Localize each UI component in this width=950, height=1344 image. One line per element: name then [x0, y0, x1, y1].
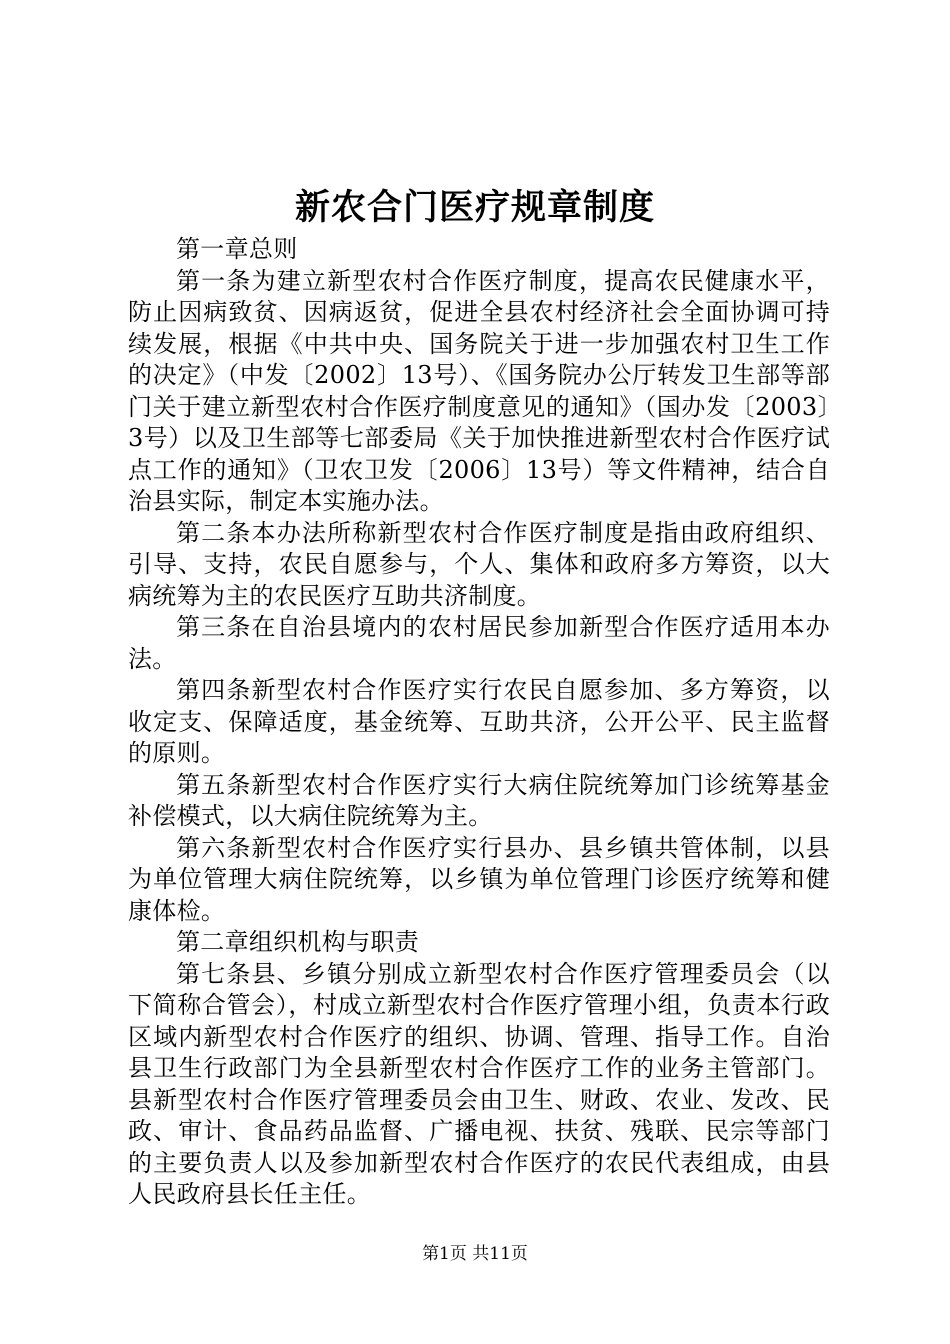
article-paragraph: 第一条为建立新型农村合作医疗制度，提高农民健康水平，防止因病致贫、因病返贫，促进全县农村经济社会全面协调可持续发展，根据《中共中央、国务院关于进一步加强农村卫生工作的决定》（中发〔2002〕13号）、《国务院办公厅转发卫生部等部门关于建立新型农村合作医疗制度意见的通知》（国办发〔2003〕3号）以及卫生部等七部委局《关于加快推进新型农村合作医疗试点工作的通知》（卫农卫发〔2006〕13号）等文件精神，结合自治县实际，制定本实施办法。	[128, 266, 830, 515]
chapter-heading: 第一章总则	[176, 235, 298, 263]
document-body	[128, 234, 830, 1211]
article-paragraph: 第六条新型农村合作医疗实行县办、县乡镇共管体制，以县为单位管理大病住院统筹，以乡镇为单位管理门诊医疗统筹和健康体检。	[128, 833, 830, 925]
article-paragraph: 第二条本办法所称新型农村合作医疗制度是指由政府组织、引导、支持，农民自愿参与，个人、集体和政府多方筹资，以大病统筹为主的农民医疗互助共济制度。	[128, 518, 830, 610]
page-number-footer: 第1页 共11页	[422, 1244, 528, 1264]
article-paragraph: 第五条新型农村合作医疗实行大病住院统筹加门诊统筹基金补偿模式，以大病住院统筹为主。	[128, 770, 830, 830]
article-paragraph: 第四条新型农村合作医疗实行农民自愿参加、多方筹资，以收定支、保障适度，基金统筹、互助共济，公开公平、民主监督的原则。	[128, 676, 830, 767]
article-paragraph: 第七条县、乡镇分别成立新型农村合作医疗管理委员会（以下简称合管会），村成立新型农村合作医疗管理小组，负责本行政区域内新型农村合作医疗的组织、协调、管理、指导工作。自治县卫生行政部门为全县新型农村合作医疗工作的业务主管部门。县新型农村合作医疗管理委员会由卫生、财政、农业、发改、民政、审计、食品药品监督、广播电视、扶贫、残联、民宗等部门的主要负责人以及参加新型农村合作医疗的农民代表组成，由县人民政府县长任主任。	[128, 959, 830, 1208]
article-paragraph: 第三条在自治县境内的农村居民参加新型合作医疗适用本办法。	[128, 613, 830, 673]
chapter-heading: 第二章组织机构与职责	[176, 928, 419, 956]
document-title: 新农合门医疗规章制度	[294, 187, 655, 228]
